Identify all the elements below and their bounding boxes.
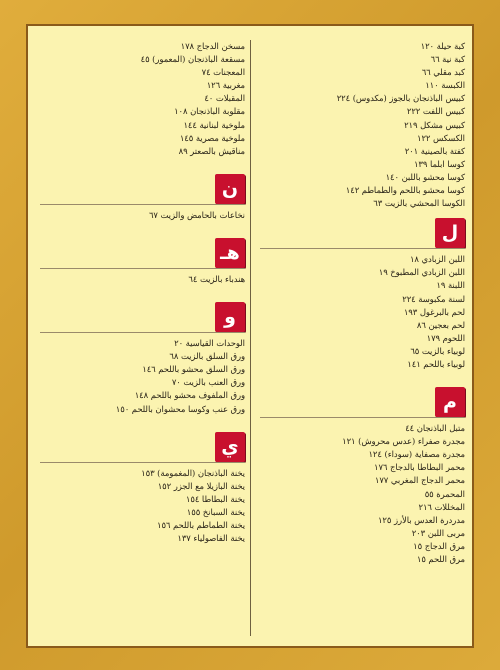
entry-group-noon <box>40 209 245 222</box>
index-entry: كبة نية ٦٦ <box>430 54 465 65</box>
index-entry: اللبن الزبادي ١٨ <box>409 254 465 265</box>
index-entry: محمر البطاطا بالدجاج ١٧٦ <box>374 462 465 473</box>
index-entry: مسقعة الباذنجان (المعمور) ٤٥ <box>140 54 245 65</box>
index-entry: لحم بعجين ٨٦ <box>416 319 465 330</box>
letter-rule <box>40 462 245 463</box>
letter-heading-ya: ي <box>215 432 245 462</box>
index-entry: المخللات ٢١٦ <box>418 501 465 512</box>
index-entry: مسخن الدجاج ١٧٨ <box>180 41 245 51</box>
index-entry: كفتة بالصينية ٢٠١ <box>404 145 465 156</box>
index-entry: يخنة البطاطا ١٥٤ <box>185 493 245 504</box>
index-entry: ملوخية مصرية ١٤٥ <box>179 132 245 143</box>
index-entry: الكوسا المحشي بالزيت ٦٣ <box>373 198 465 209</box>
index-entry: مرق اللحم ١٥ <box>416 554 465 564</box>
letter-rule <box>260 248 465 249</box>
index-entry: يخنة السبانخ ١٥٥ <box>186 506 245 517</box>
letter-rule <box>40 268 245 269</box>
index-entry: الكبسة ١١٠ <box>425 80 465 91</box>
index-entry: ورق الملفوف محشو باللحم ١٤٨ <box>134 390 245 401</box>
index-entry: لوبياء بالزيت ٦٥ <box>410 345 465 356</box>
entry-group-ha <box>40 273 245 286</box>
index-entry: مقلوبة الباذنجان ١٠٨ <box>174 106 245 117</box>
index-entry: كوسا محشو باللحم والطماطم ١٤٢ <box>345 185 465 196</box>
index-entry: متبل الباذنجان ٤٤ <box>405 423 465 434</box>
index-entry: مرق الدجاج ١٥ <box>413 540 465 551</box>
index-entry: مجدرة صفراء (عدس محروش) ١٢١ <box>342 436 465 447</box>
letter-heading-meem: م <box>435 387 465 417</box>
index-entry: ورق السلق محشو باللحم ١٤٦ <box>142 364 245 375</box>
index-entry: محمر الدجاج المغربي ١٧٧ <box>374 475 465 486</box>
column-divider <box>250 40 251 636</box>
index-entry: كبيس اللفت ٢٢٢ <box>406 106 465 117</box>
index-entry: كبة حيلة ١٢٠ <box>420 41 465 51</box>
letter-heading-lam: ل <box>435 218 465 248</box>
index-entry: المعجنات ٧٤ <box>201 67 245 78</box>
index-entry: كوسا محشو باللبن ١٤٠ <box>385 171 465 182</box>
index-entry: اللبنة ١٩ <box>436 280 465 291</box>
index-entry: كبيس الباذنجان بالجوز (مكدوس) ٢٢٤ <box>336 93 465 104</box>
index-entry: كوسا ابلما ١٣٩ <box>413 158 465 169</box>
index-entry: كبد مقلي ٦٦ <box>421 67 465 78</box>
entry-group-meem <box>260 422 465 566</box>
index-entry: مغربية ١٢٦ <box>206 80 245 91</box>
index-entry: ملوخية لبنانية ١٤٤ <box>183 119 245 130</box>
index-entry: مدردرة العدس بالأرز ١٢٥ <box>377 514 465 525</box>
index-entry: يخنة الطماطم باللحم ١٥٦ <box>157 519 245 530</box>
index-entry: كبيس مشكل ٢١٩ <box>404 119 465 130</box>
index-entry: ورق عنب وكوسا محشوان باللحم ١٥٠ <box>115 403 245 414</box>
index-entry: الكسكس ١٢٢ <box>417 132 465 143</box>
letter-rule <box>260 417 465 418</box>
index-column-left <box>40 40 245 545</box>
index-entry: ورق السلق بالزيت ٦٨ <box>169 351 245 362</box>
letter-heading-waw: و <box>215 302 245 332</box>
index-entry: لحم بالبرغول ١٩٣ <box>403 306 465 317</box>
letter-rule <box>40 204 245 205</box>
index-entry: يخنة البازيلا مع الجزر ١٥٢ <box>157 480 245 491</box>
entry-group-waw <box>40 337 245 416</box>
index-entry: اللبن الزبادي المطبوخ ١٩ <box>378 267 465 278</box>
index-entry: يخنة الباذنجان (المغمومة) ١٥٣ <box>141 467 245 478</box>
letter-rule <box>40 332 245 333</box>
index-entry: مجدرة مصفاية (سوداء) ١٢٤ <box>368 449 465 460</box>
index-entry: مناقيش بالصعتر ٨٩ <box>178 145 245 156</box>
index-entry: مربى اللبن ٢٠٣ <box>411 527 465 538</box>
entry-group-ya <box>40 467 245 546</box>
entry-group-meem-cont <box>40 40 245 158</box>
entry-group-kaf <box>260 40 465 210</box>
index-entry: لسنة مكبوسة ٢٢٤ <box>402 293 465 304</box>
letter-heading-noon: ن <box>215 174 245 204</box>
index-column-right <box>260 40 465 566</box>
index-entry: ورق العنب بالزيت ٧٠ <box>171 377 245 388</box>
entry-group-lam <box>260 253 465 371</box>
index-entry: الوحدات القياسية ٢٠ <box>174 338 245 349</box>
index-entry: نخاعات بالحامض والزيت ٦٧ <box>148 209 245 220</box>
index-entry: يخنة الفاصولياء ١٣٧ <box>177 533 245 544</box>
index-entry: هندباء بالزيت ٦٤ <box>188 273 245 284</box>
letter-heading-ha: هـ <box>215 238 245 268</box>
index-entry: المحمرة ٥٥ <box>424 488 465 499</box>
index-entry: لوبياء باللحم ١٤١ <box>407 358 465 369</box>
index-entry: المقبلات ٤٠ <box>204 93 245 104</box>
index-entry: اللحوم ١٧٩ <box>426 332 465 343</box>
